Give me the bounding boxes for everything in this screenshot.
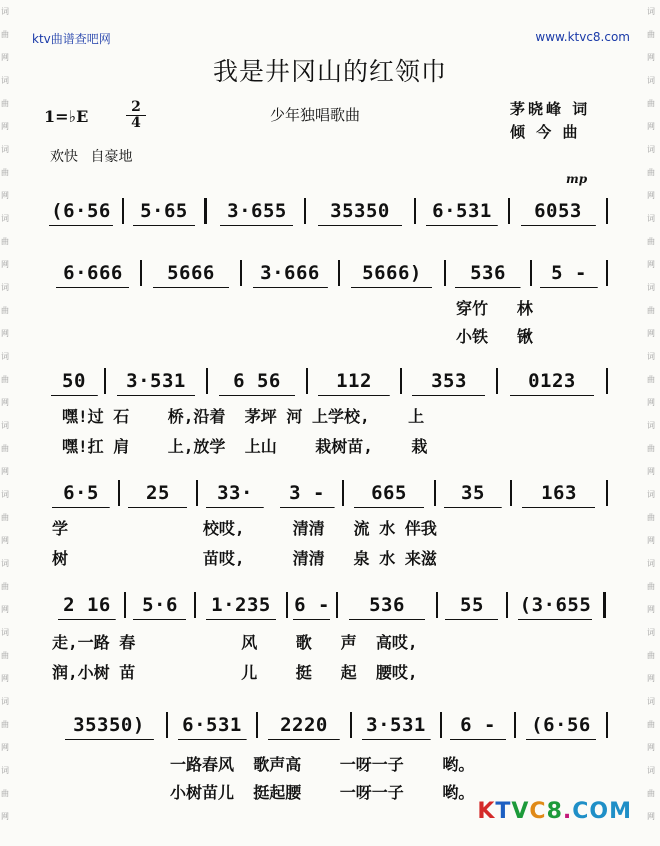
measure: 6 - (288, 590, 336, 620)
logo-letter: V (511, 799, 530, 824)
measure: 2220 (258, 710, 350, 740)
watermark-char: 曲 (1, 651, 9, 660)
watermark-char: 网 (647, 812, 655, 821)
measure: 3·531 (106, 366, 206, 396)
watermark-char: 词 (647, 214, 655, 223)
measure: 6 - (442, 710, 514, 740)
watermark-char: 网 (647, 53, 655, 62)
watermark-char: 曲 (647, 513, 655, 522)
time-signature (126, 100, 146, 131)
watermark-char: 词 (1, 559, 9, 568)
watermark-char: 网 (1, 536, 9, 545)
site-logo[interactable] (477, 799, 632, 824)
measure: 5666 (142, 258, 240, 288)
lyric-line: 嘿!过 石 桥,沿着 茅坪 河 上学校, 上 (62, 407, 425, 426)
logo-letter: T (495, 799, 512, 824)
measure: 33· (198, 478, 272, 508)
watermark-char: 网 (1, 122, 9, 131)
measure: 536 (446, 258, 530, 288)
watermark-char: 曲 (1, 168, 9, 177)
score-row-1 (0, 192, 660, 232)
lyricist-credit: 茅晓峰 词 (510, 100, 591, 118)
logo-letter: C (529, 799, 547, 824)
measure: 536 (338, 590, 436, 620)
measure: 2 16 (50, 590, 124, 620)
watermark-char: 曲 (647, 582, 655, 591)
watermark-char: 曲 (647, 99, 655, 108)
watermark-char: 词 (647, 352, 655, 361)
watermark-char: 词 (1, 766, 9, 775)
watermark-char: 曲 (1, 789, 9, 798)
score-row-6 (0, 706, 660, 746)
time-denominator: 4 (131, 115, 141, 131)
measure: 3·655 (210, 196, 304, 226)
lyric-line: 小铁 锹 (456, 327, 533, 346)
watermark-char: 网 (1, 191, 9, 200)
measure: 6·5 (44, 478, 118, 508)
watermark-char: 词 (1, 214, 9, 223)
measure: 6·531 (416, 196, 508, 226)
watermark-char: 曲 (647, 651, 655, 660)
watermark-char: 网 (647, 467, 655, 476)
measure: (6·56 (40, 196, 122, 226)
watermark-char: 网 (647, 122, 655, 131)
lyric-line: 穿竹 林 (456, 299, 533, 318)
measure: 3 - (272, 478, 342, 508)
watermark-char: 曲 (1, 582, 9, 591)
watermark-char: 词 (647, 490, 655, 499)
measure: 6 56 (208, 366, 306, 396)
credits (510, 98, 590, 144)
dynamic-mp: mp (566, 172, 588, 186)
measure: 5·65 (124, 196, 204, 226)
measure: 35350) (52, 710, 166, 740)
score-row-4 (0, 474, 660, 514)
watermark-char: 网 (1, 467, 9, 476)
watermark-char: 曲 (1, 720, 9, 729)
watermark-char: 曲 (1, 99, 9, 108)
watermark-char: 网 (647, 743, 655, 752)
lyric-line: 树 苗哎, 清清 泉 水 来滋 (52, 549, 437, 568)
watermark-char: 词 (647, 7, 655, 16)
composer-credit: 倾 今 曲 (510, 123, 581, 141)
logo-suffix: COM (572, 799, 632, 824)
site-url-link[interactable]: www.ktvc8.com (535, 30, 630, 44)
watermark-char: 网 (647, 191, 655, 200)
time-numerator: 2 (131, 99, 141, 115)
watermark-char: 词 (647, 76, 655, 85)
watermark-char: 词 (1, 7, 9, 16)
watermark-char: 网 (1, 812, 9, 821)
barline (606, 480, 608, 506)
watermark-char: 词 (647, 766, 655, 775)
watermark-char: 曲 (647, 444, 655, 453)
watermark-char: 词 (1, 697, 9, 706)
logo-letter: K (477, 799, 496, 824)
lyric-line: 嘿!扛 肩 上,放学 上山 栽树苗, 栽 (62, 437, 428, 456)
logo-dot: . (562, 799, 573, 824)
watermark-char: 词 (647, 628, 655, 637)
watermark-char: 曲 (1, 237, 9, 246)
watermark-char: 网 (647, 260, 655, 269)
watermark-char: 词 (647, 697, 655, 706)
watermark-char: 网 (647, 605, 655, 614)
watermark-char: 曲 (647, 168, 655, 177)
measure: 665 (344, 478, 434, 508)
watermark-char: 词 (647, 145, 655, 154)
watermark-char: 曲 (647, 237, 655, 246)
watermark-char: 词 (1, 145, 9, 154)
lyric-line: 润,小树 苗 儿 挺 起 腰哎, (52, 663, 418, 682)
barline (606, 712, 608, 738)
site-name-link[interactable]: ktv曲谱查吧网 (32, 32, 111, 46)
watermark-char: 词 (1, 76, 9, 85)
watermark-char: 词 (1, 352, 9, 361)
tempo-marking: 欢快 自豪地 (50, 149, 133, 165)
repeat-barline (204, 198, 207, 224)
watermark-char: 词 (1, 283, 9, 292)
watermark-char: 曲 (1, 444, 9, 453)
watermark-char: 词 (1, 421, 9, 430)
watermark-char: 网 (1, 743, 9, 752)
watermark-char: 词 (1, 628, 9, 637)
measure: 6053 (510, 196, 606, 226)
watermark-char: 词 (647, 283, 655, 292)
watermark-char: 网 (1, 260, 9, 269)
measure: 0123 (498, 366, 606, 396)
measure: 3·666 (242, 258, 338, 288)
lyric-line: 小树苗儿 挺起腰 一呀一子 哟。 (170, 783, 475, 802)
measure: 5666) (340, 258, 444, 288)
watermark-char: 网 (647, 329, 655, 338)
measure: 55 (438, 590, 506, 620)
measure: (6·56 (516, 710, 606, 740)
watermark-char: 网 (647, 674, 655, 683)
watermark-char: 网 (1, 674, 9, 683)
song-title: 我是井冈山的红领巾 (212, 57, 447, 86)
measure: 163 (512, 478, 606, 508)
measure: (3·655 (508, 590, 603, 620)
lyric-line: 走,一路 春 风 歌 声 高哎, (52, 633, 418, 652)
watermark-char: 曲 (1, 306, 9, 315)
watermark-char: 曲 (647, 30, 655, 39)
watermark-char: 词 (647, 421, 655, 430)
watermark-char: 曲 (1, 513, 9, 522)
measure: 6·666 (46, 258, 140, 288)
lyric-line: 一路春风 歌声高 一呀一子 哟。 (170, 755, 475, 774)
measure: 6·531 (168, 710, 256, 740)
watermark-char: 曲 (647, 789, 655, 798)
watermark-char: 网 (647, 536, 655, 545)
score-row-5 (0, 586, 660, 626)
watermark-char: 网 (1, 398, 9, 407)
score-row-3 (0, 362, 660, 402)
song-subtitle: 少年独唱歌曲 (270, 106, 361, 124)
score-row-2 (0, 254, 660, 294)
measure: 3·531 (352, 710, 440, 740)
watermark-char: 曲 (647, 375, 655, 384)
barline (606, 198, 608, 224)
watermark-char: 曲 (1, 375, 9, 384)
measure: 5 - (532, 258, 606, 288)
measure: 1·235 (196, 590, 286, 620)
measure: 35 (436, 478, 510, 508)
watermark-char: 曲 (1, 30, 9, 39)
watermark-char: 词 (1, 490, 9, 499)
measure: 50 (44, 366, 104, 396)
watermark-char: 网 (1, 605, 9, 614)
watermark-char: 曲 (647, 720, 655, 729)
measure: 5·6 (126, 590, 194, 620)
lyric-line: 学 校哎, 清清 流 水 伴我 (52, 519, 437, 538)
logo-letter: 8 (546, 799, 563, 824)
key-signature: 1=♭E (44, 107, 89, 126)
measure: 112 (308, 366, 400, 396)
measure: 25 (120, 478, 196, 508)
watermark-char: 词 (647, 559, 655, 568)
watermark-char: 曲 (647, 306, 655, 315)
watermark-char: 网 (1, 329, 9, 338)
barline (606, 368, 608, 394)
measure: 35350 (306, 196, 414, 226)
watermark-char: 网 (647, 398, 655, 407)
repeat-barline (603, 592, 606, 618)
watermark-char: 网 (1, 53, 9, 62)
barline (606, 260, 608, 286)
measure: 353 (402, 366, 496, 396)
